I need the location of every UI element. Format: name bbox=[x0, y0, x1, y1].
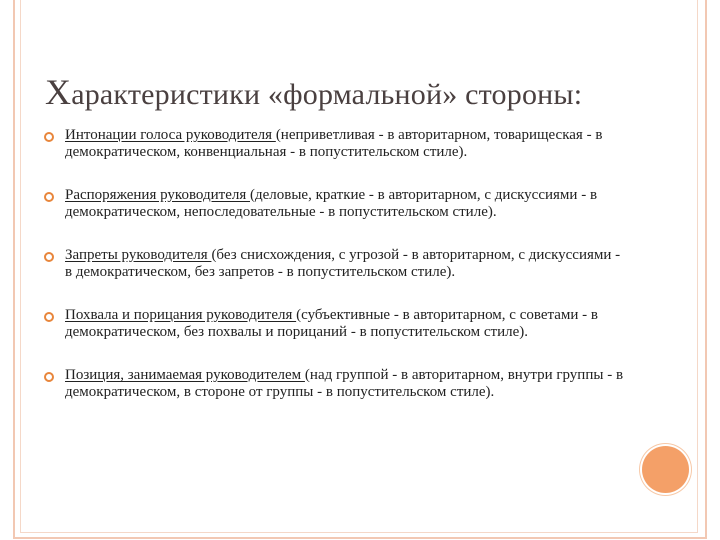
item-text: (неприветливая - в авторитарном, товарищеская - в демократическом, конвенциальная - в попустительском стиле). bbox=[65, 127, 603, 160]
item-text: (деловые, краткие - в авторитарном, с дискуссиями - в демократическом, непоследовательные - в попустительском стиле). bbox=[65, 187, 598, 220]
circle-bullet-icon bbox=[44, 192, 54, 202]
title-initial: Х bbox=[45, 72, 72, 112]
item-term: Позиция, занимаемая руководителем bbox=[65, 367, 305, 383]
list-item bbox=[44, 187, 624, 221]
bullet-list bbox=[44, 127, 624, 401]
circle-bullet-icon bbox=[44, 132, 54, 142]
slide-title bbox=[45, 74, 645, 113]
item-term: Запреты руководителя bbox=[65, 247, 212, 263]
circle-bullet-icon bbox=[44, 312, 54, 322]
list-item bbox=[44, 127, 624, 161]
item-text: (над группой - в авторитарном, внутри группы - в демократическом, в стороне от группы - в попустительском стиле). bbox=[65, 367, 624, 400]
title-rest: арактеристики «формальной» стороны: bbox=[71, 78, 583, 111]
item-text: (субъективные - в авторитарном, с советами - в демократическом, без похвалы и порицаний - в попустительском стиле). bbox=[65, 307, 599, 340]
list-item bbox=[44, 367, 624, 401]
decorative-circle bbox=[642, 446, 689, 493]
item-term: Распоряжения руководителя bbox=[65, 187, 250, 203]
circle-bullet-icon bbox=[44, 372, 54, 382]
item-term: Похвала и порицания руководителя bbox=[65, 307, 297, 323]
item-text: (без снисхождения, с угрозой - в авторитарном, с дискуссиями - в демократическом, без запретов - в попустительском стиле). bbox=[65, 247, 621, 280]
item-term: Интонации голоса руководителя bbox=[65, 127, 276, 143]
list-item bbox=[44, 247, 624, 281]
list-item bbox=[44, 307, 624, 341]
circle-bullet-icon bbox=[44, 252, 54, 262]
